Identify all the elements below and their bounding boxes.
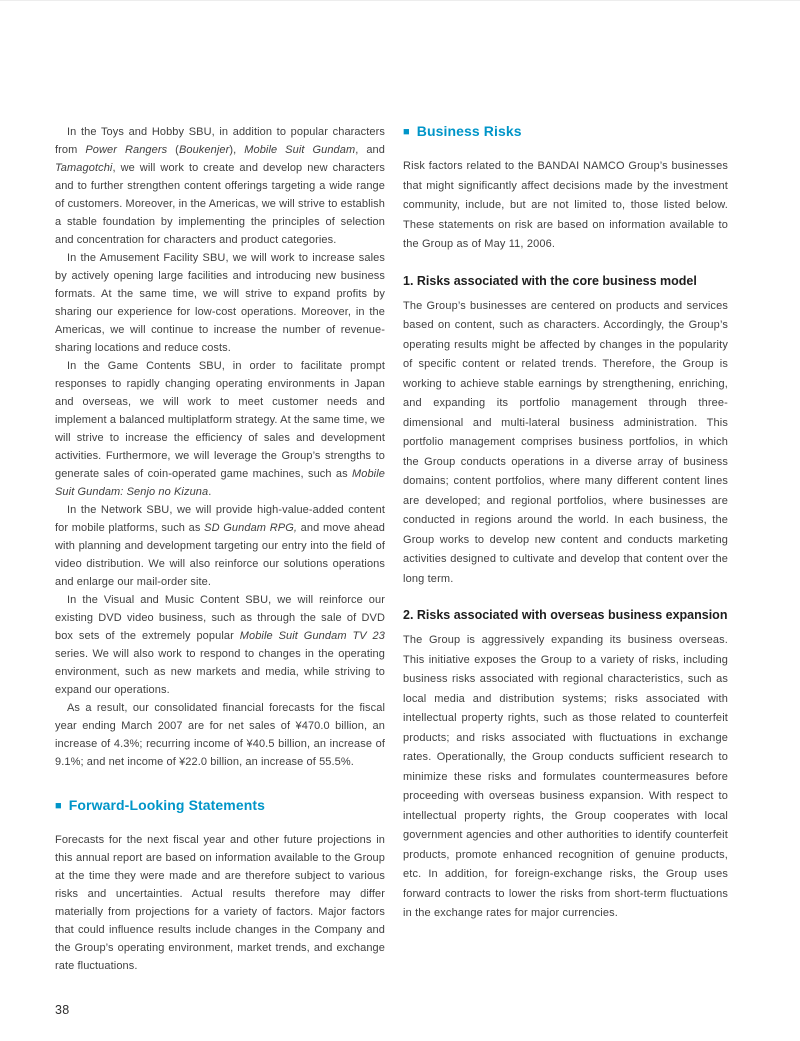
paragraph-visual-music-sbu: [55, 591, 385, 699]
forward-looking-statements-heading-label: Forward-Looking Statements: [68, 797, 266, 813]
italic-text-segment: Mobile Suit Gundam: [244, 144, 356, 156]
paragraph-network-sbu: [55, 501, 385, 591]
text-segment: In the Game Contents SBU, in order to facilitate prompt responses to rapidly changing operating environments in Japan and overseas, we will work to meet customer needs and implement a balanced multiplatform strategy. At the same time, we will strive to increase the efficiency of sales and development activities. Furthermore, we will leverage the Group’s strengths to generate sales of coin-operated game machines, such as: [55, 360, 385, 480]
square-bullet-icon: ■: [403, 126, 410, 138]
paragraph-financial-forecasts: [55, 699, 385, 771]
text-segment: In the Visual and Music Content SBU, we will reinforce our existing DVD video business, such as through the sale of DVD box sets of the extremely popular: [55, 594, 385, 642]
right-column: [403, 123, 728, 975]
text-segment: In the Network SBU, we will provide high-value-added content for mobile platforms, such as: [55, 504, 385, 534]
text-segment: As a result, our consolidated financial forecasts for the fiscal year ending March 2007 are for net sales of ¥470.0 billion, an increase of 4.3%; recurring income of ¥40.5 billion, an increase of 9.1%; and net income of ¥22.0 billion, an increase of 55.5%.: [55, 702, 385, 768]
italic-text-segment: Mobile Suit Gundam: Senjo no Kizuna: [55, 468, 385, 498]
text-segment: (: [167, 144, 179, 156]
text-segment: , and: [355, 144, 385, 156]
page-number: 38: [55, 1003, 70, 1017]
business-risks-heading-label: Business Risks: [416, 123, 522, 139]
text-segment: .: [208, 486, 212, 498]
left-column: [55, 123, 385, 975]
text-segment: In the Amusement Facility SBU, we will work to increase sales by actively opening large facilities and introducing new business formats. At the same time, we will strive to expand profits by sharing our experience for low-cost operations. Moreover, in the Americas, we will continue to increase the number of revenue-sharing locations and reduce costs.: [55, 252, 385, 354]
two-column-layout: [55, 123, 728, 975]
risk-section-1-title: 1. Risks associated with the core business model: [403, 273, 697, 288]
paragraph-business-risks-intro: [403, 157, 728, 255]
text-segment: The Group’s businesses are centered on products and services based on content, such as characters. Accordingly, the Group’s operating results might be affected by changes in the popularity of specific content or related trends. Therefore, the Group is working to achieve stable earnings by strengthening, enriching, and expanding its portfolio management through three-dimensional and multi-lateral business administration. This portfolio management comprises business portfolios, in which the Group conducts operations in a diverse array of business domains; content portfolios, where many different content lines are developed; and regional portfolios, where businesses are conducted in regions around the world. In each business, the Group works to develop new content and conducts marketing activities designed to cultivate and develop that content over the long term.: [403, 299, 728, 585]
forward-looking-statements-heading: [55, 797, 385, 813]
risk-section-2-title: 2. Risks associated with overseas business expansion: [403, 608, 728, 622]
italic-text-segment: Boukenjer: [178, 144, 230, 156]
italic-text-segment: Power Rangers: [85, 144, 168, 156]
italic-text-segment: Tamagotchi: [55, 162, 113, 174]
square-bullet-icon: ■: [55, 800, 62, 812]
risk-section-1-body: [403, 297, 728, 590]
risk-section-2-body: [403, 631, 728, 924]
text-segment: ),: [229, 144, 245, 156]
text-segment: The Group is aggressively expanding its business overseas. This initiative exposes the Group to a variety of risks, including business risks associated with regional characteristics, such as local media and distribution systems; risks associated with intellectual property rights, such as those related to counterfeit products; and risks associated with fluctuations in exchange rates. Operationally, the Group conducts sufficient research to minimize these risks and formulates countermeasures before proceeding with overseas business expansion. With respect to intellectual property rights, the Group cooperates with local government agencies and other authorities to identify counterfeit products, promote enhanced recognition of genuine products, etc. In addition, for foreign-exchange risks, the Group uses forward contracts to lower the risks from short-term fluctuations in the exchange rates for major currencies.: [403, 634, 728, 919]
paragraph-amusement-facility-sbu: [55, 249, 385, 357]
italic-text-segment: Mobile Suit Gundam TV 23: [239, 630, 385, 642]
text-segment: Risk factors related to the BANDAI NAMCO Group’s businesses that might significantly affect decisions made by the investment community, include, but are not limited to, those listed below. These statements on risk are based on information available to the Group as of May 11, 2006.: [403, 160, 728, 250]
text-segment: and move ahead with planning and development targeting our entry into the field of video distribution. We will also reinforce our solutions operations and enlarge our mail-order site.: [55, 522, 386, 588]
text-segment: In the Toys and Hobby SBU, in addition to popular characters from: [55, 126, 385, 156]
text-segment: , we will work to create and develop new characters and to further strengthen content offerings targeting a wide range of customers. Moreover, in the Americas, we will strive to establish a stable foundation by implementing the principles of selection and concentration for characters and product categories.: [55, 162, 385, 246]
text-segment: Forecasts for the next fiscal year and other future projections in this annual report are based on information available to the Group at the time they were made and are therefore subject to various risks and uncertainties. Actual results therefore may differ materially from projections for a variety of factors. Major factors that could influence results include changes in the Company and the Group’s operating environment, market trends, and exchange rate fluctuations.: [55, 834, 385, 972]
paragraph-toys-hobby-sbu: [55, 123, 385, 249]
text-segment: series. We will also work to respond to changes in the operating environment, such as new markets and media, while striving to expand our operations.: [55, 648, 385, 696]
paragraph-game-contents-sbu: [55, 357, 385, 501]
paragraph-forward-looking: [55, 831, 385, 975]
italic-text-segment: SD Gundam RPG,: [204, 522, 298, 534]
business-risks-heading: [403, 123, 728, 139]
